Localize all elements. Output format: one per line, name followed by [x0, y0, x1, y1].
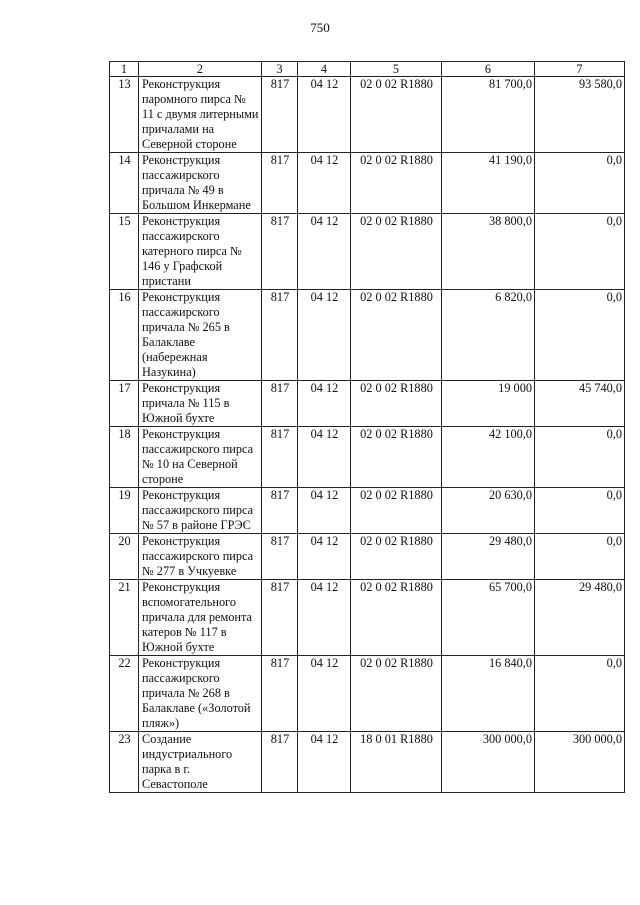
column-header: 4	[298, 62, 351, 77]
target-article-cell: 02 0 02 R1880	[351, 580, 442, 656]
target-article-cell: 02 0 02 R1880	[351, 534, 442, 580]
table-row	[110, 732, 625, 793]
admin-code-cell: 817	[262, 153, 298, 214]
object-name-cell: Реконструкция пассажирского пирса № 277 в Учкуевке	[139, 534, 262, 580]
column-header: 7	[535, 62, 625, 77]
amount-col7-cell: 45 740,0	[535, 381, 625, 427]
admin-code-cell: 817	[262, 290, 298, 381]
amount-col7-cell: 93 580,0	[535, 77, 625, 153]
admin-code-cell: 817	[262, 77, 298, 153]
admin-code-cell: 817	[262, 381, 298, 427]
row-number-cell: 23	[110, 732, 139, 793]
amount-col6-cell: 20 630,0	[442, 488, 535, 534]
amount-col7-cell: 300 000,0	[535, 732, 625, 793]
admin-code-cell: 817	[262, 214, 298, 290]
amount-col6-cell: 81 700,0	[442, 77, 535, 153]
table-row	[110, 153, 625, 214]
amount-col7-cell: 0,0	[535, 488, 625, 534]
section-code-cell: 04 12	[298, 214, 351, 290]
target-article-cell: 02 0 02 R1880	[351, 381, 442, 427]
column-header: 3	[262, 62, 298, 77]
target-article-cell: 02 0 02 R1880	[351, 214, 442, 290]
amount-col7-cell: 0,0	[535, 427, 625, 488]
table-row	[110, 534, 625, 580]
table-row	[110, 214, 625, 290]
target-article-cell: 18 0 01 R1880	[351, 732, 442, 793]
row-number-cell: 19	[110, 488, 139, 534]
object-name-cell: Реконструкция пассажирского причала № 268 в Балаклаве («Золотой пляж»)	[139, 656, 262, 732]
row-number-cell: 15	[110, 214, 139, 290]
amount-col7-cell: 0,0	[535, 153, 625, 214]
section-code-cell: 04 12	[298, 580, 351, 656]
target-article-cell: 02 0 02 R1880	[351, 656, 442, 732]
row-number-cell: 22	[110, 656, 139, 732]
target-article-cell: 02 0 02 R1880	[351, 153, 442, 214]
section-code-cell: 04 12	[298, 488, 351, 534]
column-header: 1	[110, 62, 139, 77]
amount-col6-cell: 65 700,0	[442, 580, 535, 656]
object-name-cell: Реконструкция пассажирского катерного пирса № 146 у Графской пристани	[139, 214, 262, 290]
column-header: 6	[442, 62, 535, 77]
target-article-cell: 02 0 02 R1880	[351, 427, 442, 488]
admin-code-cell: 817	[262, 427, 298, 488]
row-number-cell: 13	[110, 77, 139, 153]
section-code-cell: 04 12	[298, 656, 351, 732]
column-header: 5	[351, 62, 442, 77]
row-number-cell: 20	[110, 534, 139, 580]
table-row	[110, 290, 625, 381]
row-number-cell: 18	[110, 427, 139, 488]
object-name-cell: Реконструкция паромного пирса № 11 с двумя литерными причалами на Северной стороне	[139, 77, 262, 153]
table-row	[110, 580, 625, 656]
page-number: 750	[310, 20, 330, 35]
object-name-cell: Реконструкция пассажирского пирса № 10 на Северной стороне	[139, 427, 262, 488]
table-row	[110, 77, 625, 153]
table-row	[110, 488, 625, 534]
row-number-cell: 14	[110, 153, 139, 214]
section-code-cell: 04 12	[298, 381, 351, 427]
amount-col7-cell: 29 480,0	[535, 580, 625, 656]
target-article-cell: 02 0 02 R1880	[351, 77, 442, 153]
amount-col7-cell: 0,0	[535, 290, 625, 381]
table-row	[110, 656, 625, 732]
admin-code-cell: 817	[262, 732, 298, 793]
amount-col7-cell: 0,0	[535, 534, 625, 580]
amount-col6-cell: 6 820,0	[442, 290, 535, 381]
section-code-cell: 04 12	[298, 77, 351, 153]
table-row	[110, 381, 625, 427]
amount-col7-cell: 0,0	[535, 656, 625, 732]
amount-col6-cell: 42 100,0	[442, 427, 535, 488]
section-code-cell: 04 12	[298, 732, 351, 793]
column-header: 2	[139, 62, 262, 77]
object-name-cell: Реконструкция пассажирского причала № 49 в Большом Инкермане	[139, 153, 262, 214]
object-name-cell: Реконструкция вспомогательного причала для ремонта катеров № 117 в Южной бухте	[139, 580, 262, 656]
admin-code-cell: 817	[262, 656, 298, 732]
admin-code-cell: 817	[262, 488, 298, 534]
row-number-cell: 17	[110, 381, 139, 427]
row-number-cell: 16	[110, 290, 139, 381]
row-number-cell: 21	[110, 580, 139, 656]
section-code-cell: 04 12	[298, 153, 351, 214]
amount-col6-cell: 16 840,0	[442, 656, 535, 732]
table-row	[110, 427, 625, 488]
object-name-cell: Реконструкция пассажирского причала № 265 в Балаклаве (набережная Назукина)	[139, 290, 262, 381]
admin-code-cell: 817	[262, 580, 298, 656]
amount-col7-cell: 0,0	[535, 214, 625, 290]
target-article-cell: 02 0 02 R1880	[351, 290, 442, 381]
amount-col6-cell: 300 000,0	[442, 732, 535, 793]
amount-col6-cell: 29 480,0	[442, 534, 535, 580]
amount-col6-cell: 41 190,0	[442, 153, 535, 214]
budget-table	[109, 61, 625, 793]
section-code-cell: 04 12	[298, 427, 351, 488]
target-article-cell: 02 0 02 R1880	[351, 488, 442, 534]
object-name-cell: Реконструкция причала № 115 в Южной бухте	[139, 381, 262, 427]
section-code-cell: 04 12	[298, 534, 351, 580]
amount-col6-cell: 38 800,0	[442, 214, 535, 290]
admin-code-cell: 817	[262, 534, 298, 580]
object-name-cell: Создание индустриального парка в г. Севастополе	[139, 732, 262, 793]
section-code-cell: 04 12	[298, 290, 351, 381]
object-name-cell: Реконструкция пассажирского пирса № 57 в районе ГРЭС	[139, 488, 262, 534]
amount-col6-cell: 19 000	[442, 381, 535, 427]
header-row	[110, 62, 625, 77]
